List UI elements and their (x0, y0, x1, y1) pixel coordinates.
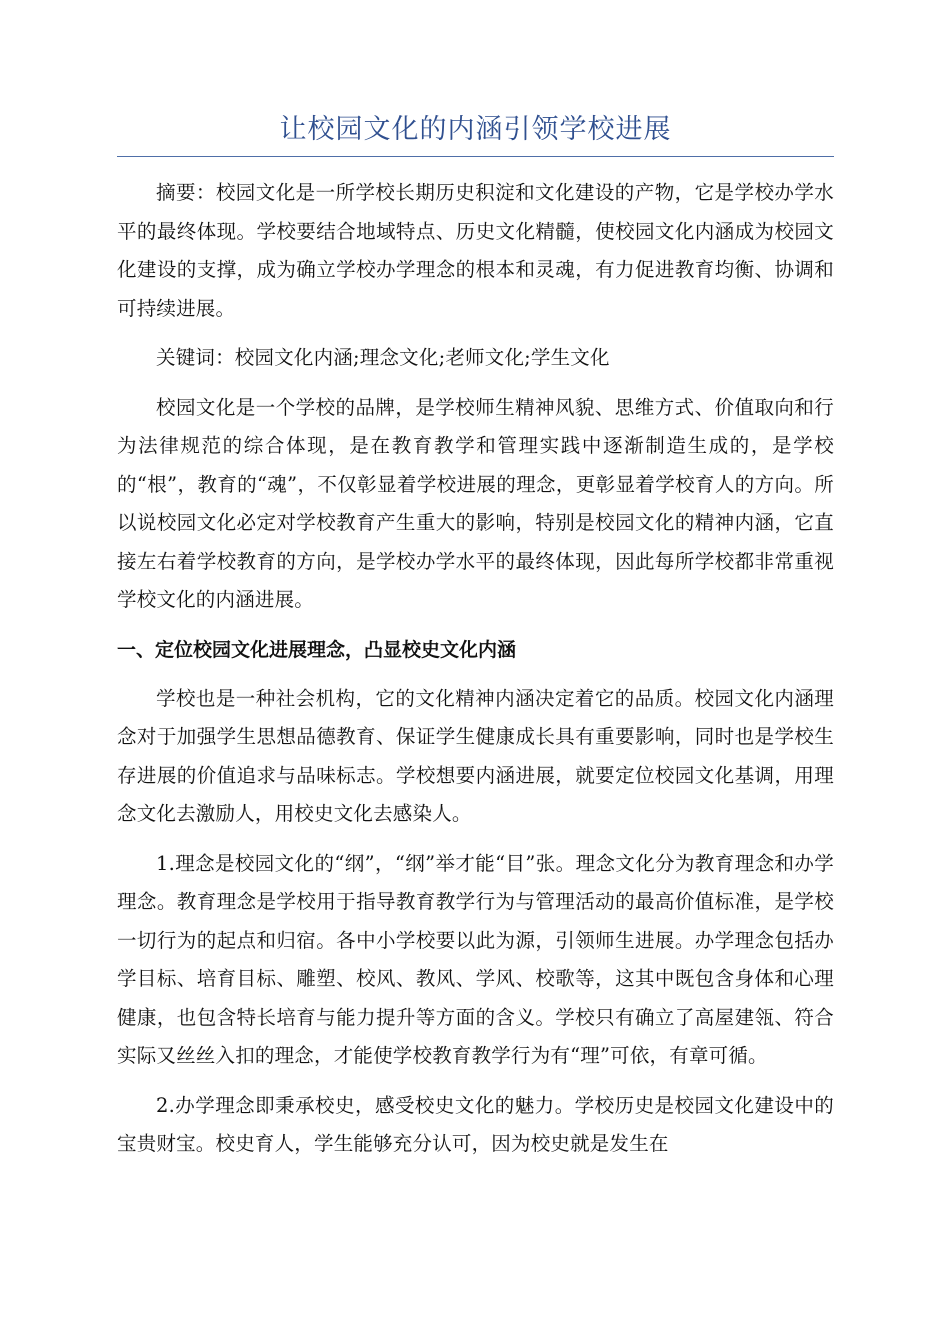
title-block (117, 110, 834, 157)
document-body (117, 174, 834, 1175)
point-1-paragraph: 1.理念是校园文化的“纲”，“纲”举才能“目”张。理念文化分为教育理念和办学理念。教育理念是学校用于指导教育教学行为与管理活动的最高价值标准，是学校一切行为的起点和归宿。各中小学校要以此为源，引领师生进展。办学理念包括办学目标、培育目标、雕塑、校风、教风、学风、校歌等，这其中既包含身体和心理健康，也包含特长培育与能力提升等方面的含义。学校只有确立了高屋建瓴、符合实际又丝丝入扣的理念，才能使学校教育教学行为有“理”可依，有章可循。 (117, 851, 834, 1067)
keywords-paragraph: 关键词：校园文化内涵;理念文化;老师文化;学生文化 (156, 346, 610, 369)
abstract-paragraph: 摘要：校园文化是一所学校长期历史积淀和文化建设的产物，它是学校办学水平的最终体现。学校要结合地域特点、历史文化精髓，使校园文化内涵成为校园文化建设的支撑，成为确立学校办学理念的根本和灵魂，有力促进教育均衡、协调和可持续进展。 (117, 181, 834, 320)
document-title: 让校园文化的内涵引领学校进展 (279, 114, 672, 145)
point-2-paragraph: 2.办学理念即秉承校史，感受校史文化的魅力。学校历史是校园文化建设中的宝贵财宝。校史育人，学生能够充分认可，因为校史就是发生在 (117, 1093, 834, 1155)
section-heading-1: 一、定位校园文化进展理念，凸显校史文化内涵 (117, 638, 517, 661)
intro-paragraph: 校园文化是一个学校的品牌，是学校师生精神风貌、思维方式、价值取向和行为法律规范的综合体现，是在教育教学和管理实践中逐渐制造生成的，是学校的“根”，教育的“魂”，不仅彰显着学校进展的理念，更彰显着学校育人的方向。所以说校园文化必定对学校教育产生重大的影响，特别是校园文化的精神内涵，它直接左右着学校教育的方向，是学校办学水平的最终体现，因此每所学校都非常重视学校文化的内涵进展。 (117, 395, 834, 611)
section-1-paragraph: 学校也是一种社会机构，它的文化精神内涵决定着它的品质。校园文化内涵理念对于加强学生思想品德教育、保证学生健康成长具有重要影响，同时也是学校生存进展的价值追求与品味标志。学校想要内涵进展，就要定位校园文化基调，用理念文化去激励人，用校史文化去感染人。 (117, 686, 834, 825)
